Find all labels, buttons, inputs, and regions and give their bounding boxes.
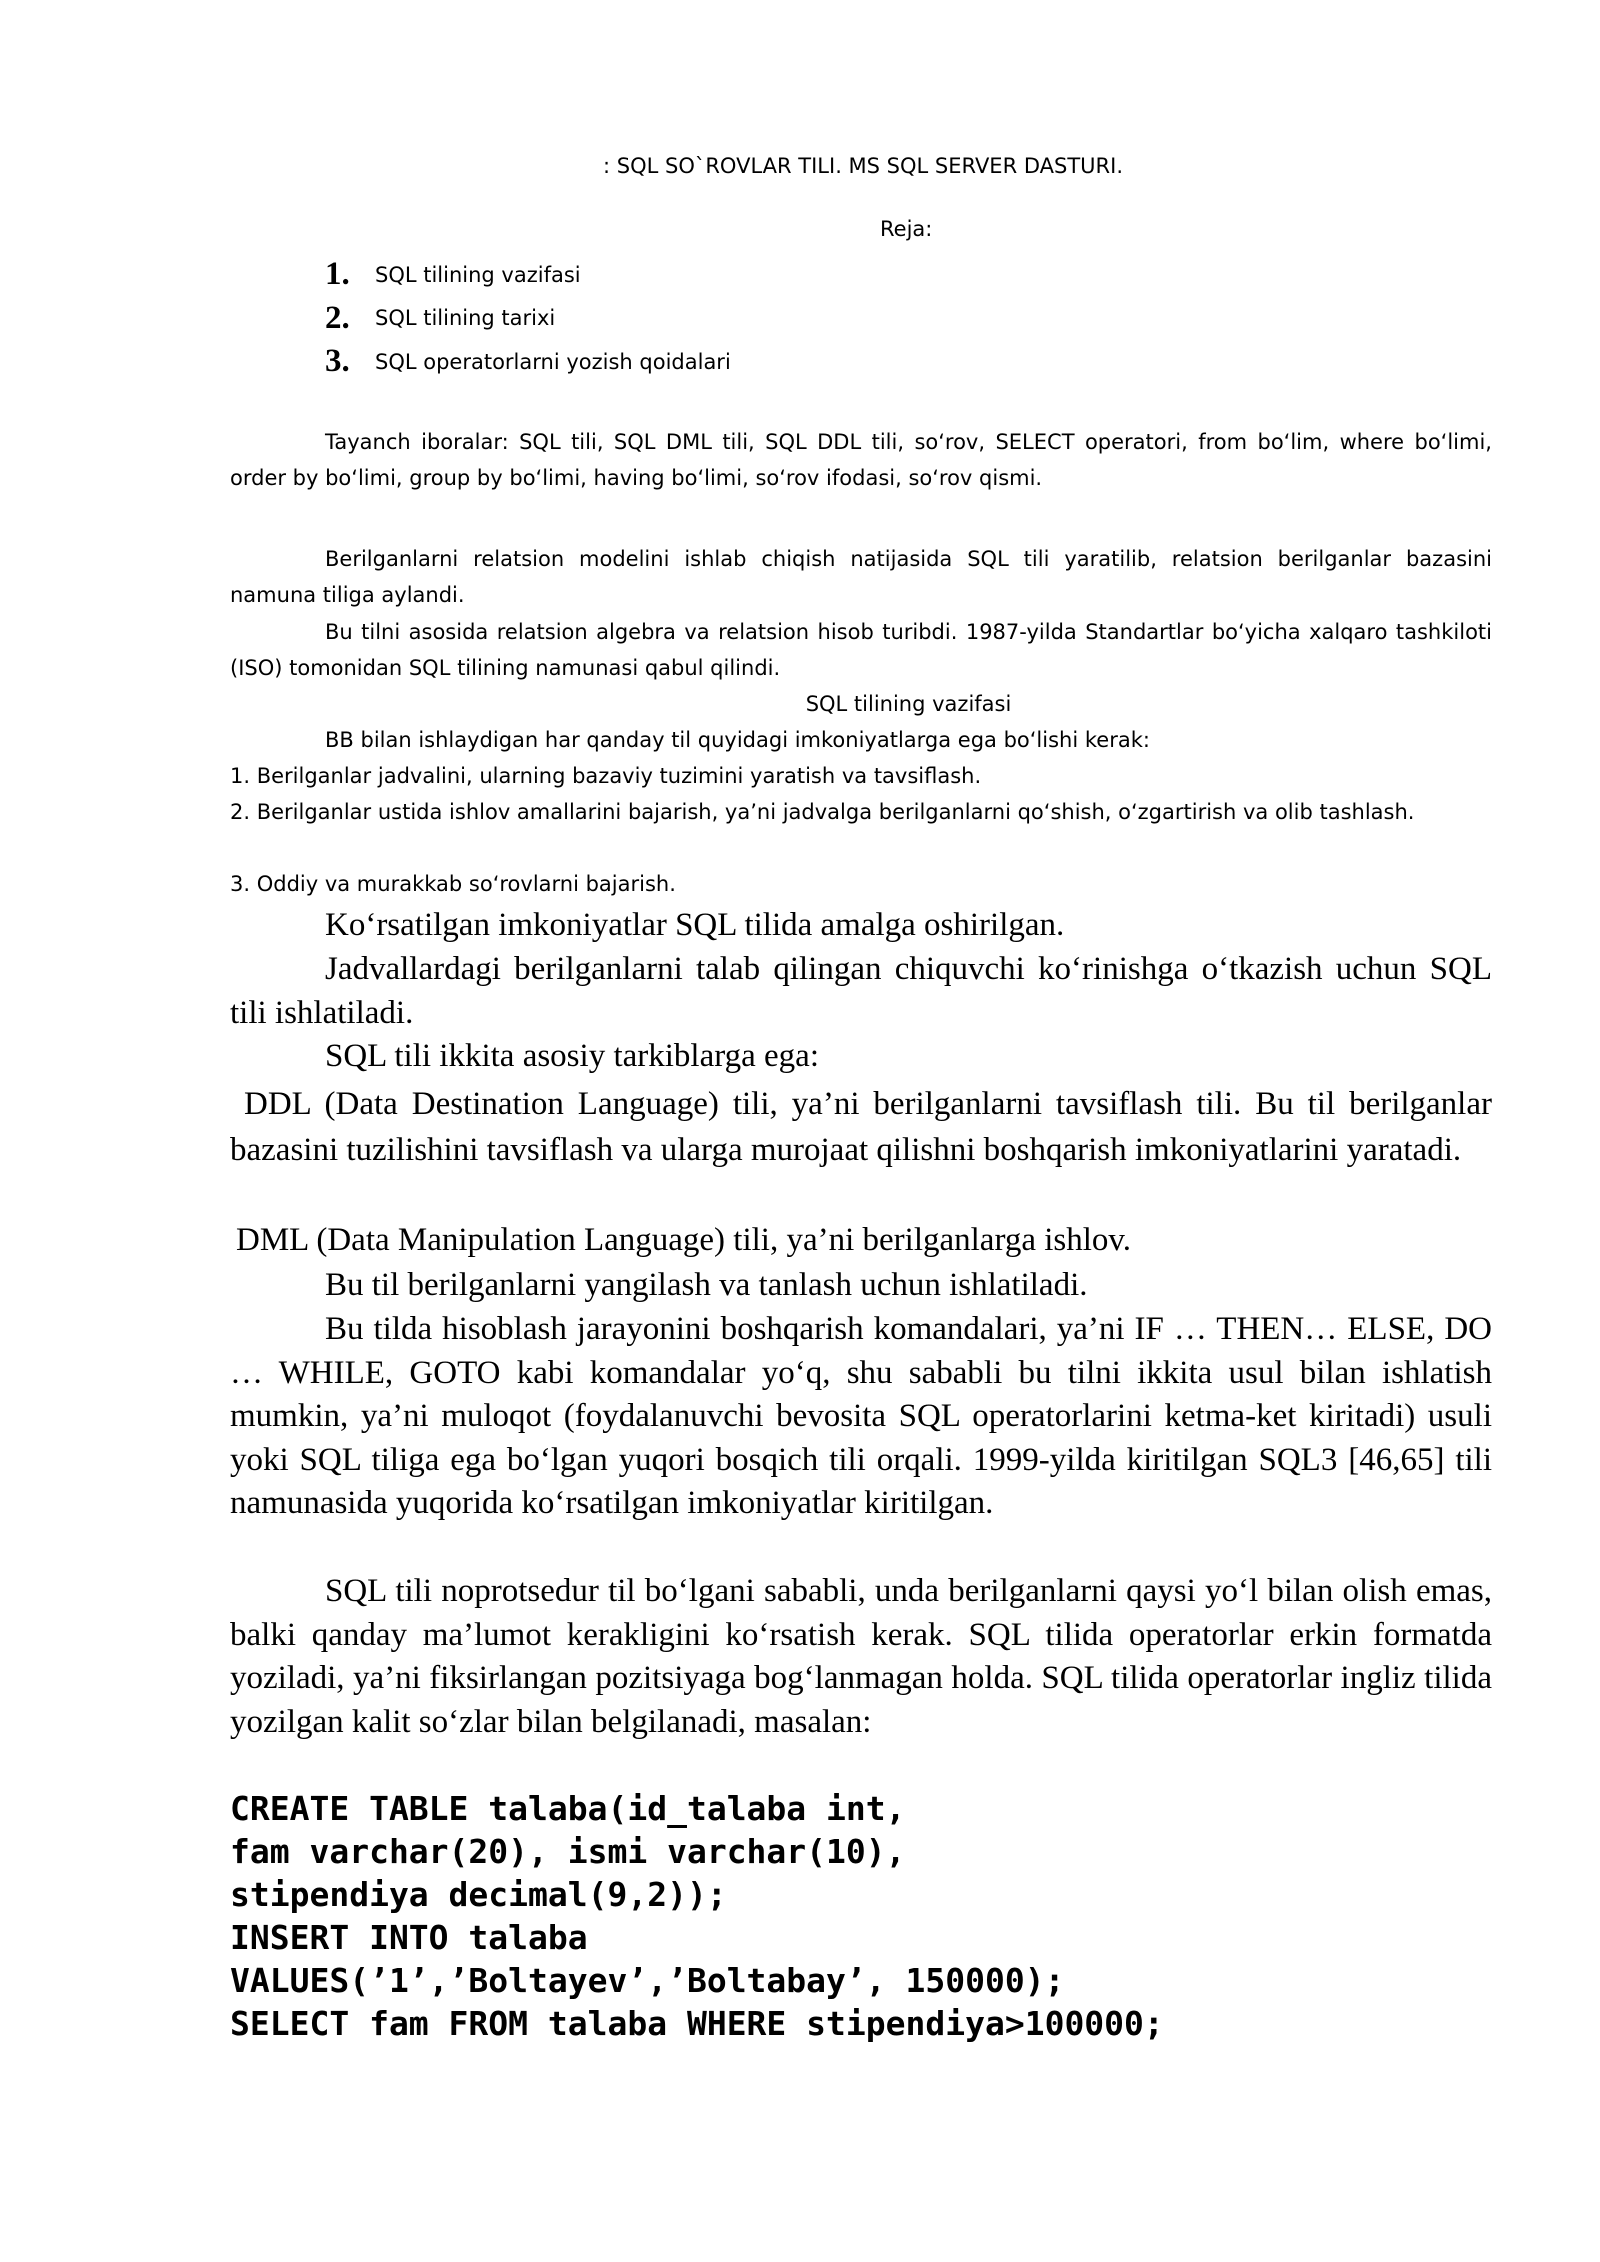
plan-item bbox=[325, 340, 731, 384]
section-heading-text: SQL tilining vazifasi bbox=[805, 692, 1012, 716]
plan-item-text: SQL tilining tarixi bbox=[375, 306, 556, 331]
sql-code-block bbox=[230, 1787, 1164, 2045]
body-paragraph: SQL tili ikkita asosiy tarkiblarga ega: bbox=[325, 1038, 819, 1074]
code-line: fam varchar(20), ismi varchar(10), bbox=[230, 1832, 906, 1871]
body-paragraph: Bu til berilganlarni yangilash va tanlash uchun ishlatiladi. bbox=[325, 1267, 1088, 1303]
plan-item-text: SQL operatorlarni yozish qoidalari bbox=[375, 349, 731, 374]
code-line: INSERT INTO talaba bbox=[230, 1918, 588, 1957]
body-paragraph: Jadvallardagi berilganlarni talab qilingan chiquvchi ko‘rinishga o‘tkazish uchun SQL tili ishlatiladi. bbox=[230, 951, 1492, 1031]
requirements-paragraph: BB bilan ishlaydigan har qanday til quyidagi imkoniyatlarga ega bo‘lishi kerak: bbox=[325, 728, 1150, 752]
history-paragraph: Bu tilni asosida relatsion algebra va relatsion hisob turibdi. 1987-yilda Standartlar bo‘yicha xalqaro tashkiloti (ISO) tomonidan SQL tilining namunasi qabul qilindi. bbox=[230, 620, 1492, 680]
ddl-text: DDL (Data Destination Language) tili, ya’ni berilganlarni tavsiflash tili. Bu til berilganlar bazasini tuzilishini tavsiflash va ularga murojaat qilishni boshqarish imkoniyatlarini yaratadi. bbox=[230, 1086, 1492, 1168]
body-paragraph: Ko‘rsatilgan imkoniyatlar SQL tilida amalga oshirilgan. bbox=[325, 907, 1065, 943]
requirement-item: 3. Oddiy va murakkab so‘rovlarni bajarish. bbox=[230, 872, 676, 896]
intro-paragraph: Berilganlarni relatsion modelini ishlab chiqish natijasida SQL tili yaratilib, relatsion berilganlar bazasini namuna tiliga aylandi. bbox=[230, 547, 1492, 607]
dml-bullet-paragraph bbox=[230, 1219, 1492, 1265]
plan-item-number: 2. bbox=[325, 299, 350, 336]
plan-item-number: 1. bbox=[325, 256, 350, 293]
requirement-item: 1. Berilganlar jadvalini, ularning bazaviy tuzimini yaratish va tavsiflash. bbox=[230, 764, 982, 788]
plan-item-text: SQL tilining vazifasi bbox=[375, 262, 581, 287]
plan-item bbox=[325, 253, 731, 297]
code-line: stipendiya decimal(9,2)); bbox=[230, 1875, 727, 1914]
plan-heading: Reja: bbox=[880, 217, 933, 241]
body-paragraph: SQL tili noprotsedur til bo‘lgani sababli, unda berilganlarni qaysi yo‘l bilan olish emas, balki qanday ma’lumot kerakligini ko‘rsatish kerak. SQL tilida operatorlar erkin formatda yoziladi, ya’ni fiksirlangan pozitsiyaga bog‘lanmagan holda. SQL tilida operatorlar ingliz tilida yozilgan kalit so‘zlar bilan belgilanadi, masalan: bbox=[230, 1573, 1492, 1740]
code-line: SELECT fam FROM talaba WHERE stipendiya>100000; bbox=[230, 2004, 1164, 2043]
plan-list bbox=[325, 253, 731, 384]
plan-item-number: 3. bbox=[325, 343, 350, 380]
body-paragraph: Bu tilda hisoblash jarayonini boshqarish komandalari, ya’ni IF … THEN… ELSE, DO … WHILE, GOTO kabi komandalar yo‘q, shu sababli bu tilni ikkita usul bilan ishlatish mumkin, ya’ni muloqot (foydalanuvchi bevosita SQL operatorlarini ketma-ket kiritadi) usuli yoki SQL tiliga ega bo‘lgan yuqori bosqich tili orqali. 1999-yilda kiritilgan SQL3 [46,65] tili namunasida yuqorida ko‘rsatilgan imkoniyatlar kiritilgan. bbox=[230, 1311, 1492, 1521]
code-line: VALUES(’1’,’Boltayev’,’Boltabay’, 150000); bbox=[230, 1961, 1065, 2000]
requirement-item: 2. Berilganlar ustida ishlov amallarini bajarish, ya’ni jadvalga berilganlarni qo‘shish, o‘zgartirish va olib tashlash. bbox=[230, 800, 1415, 824]
keywords-paragraph: Tayanch iboralar: SQL tili, SQL DML tili, SQL DDL tili, so‘rov, SELECT operatori, from bo‘lim, where bo‘limi, order by bo‘limi, group by bo‘limi, having bo‘limi, so‘rov ifodasi, so‘rov qismi. bbox=[230, 430, 1492, 490]
ddl-bullet-paragraph bbox=[230, 1083, 1492, 1172]
dml-text: DML (Data Manipulation Language) tili, ya’ni berilganlarga ishlov. bbox=[236, 1222, 1132, 1258]
plan-item bbox=[325, 297, 731, 341]
code-line: CREATE TABLE talaba(id_talaba int, bbox=[230, 1789, 906, 1828]
section-heading bbox=[230, 686, 1492, 722]
document-title: : SQL SO`ROVLAR TILI. MS SQL SERVER DASTURI. bbox=[603, 154, 1123, 178]
